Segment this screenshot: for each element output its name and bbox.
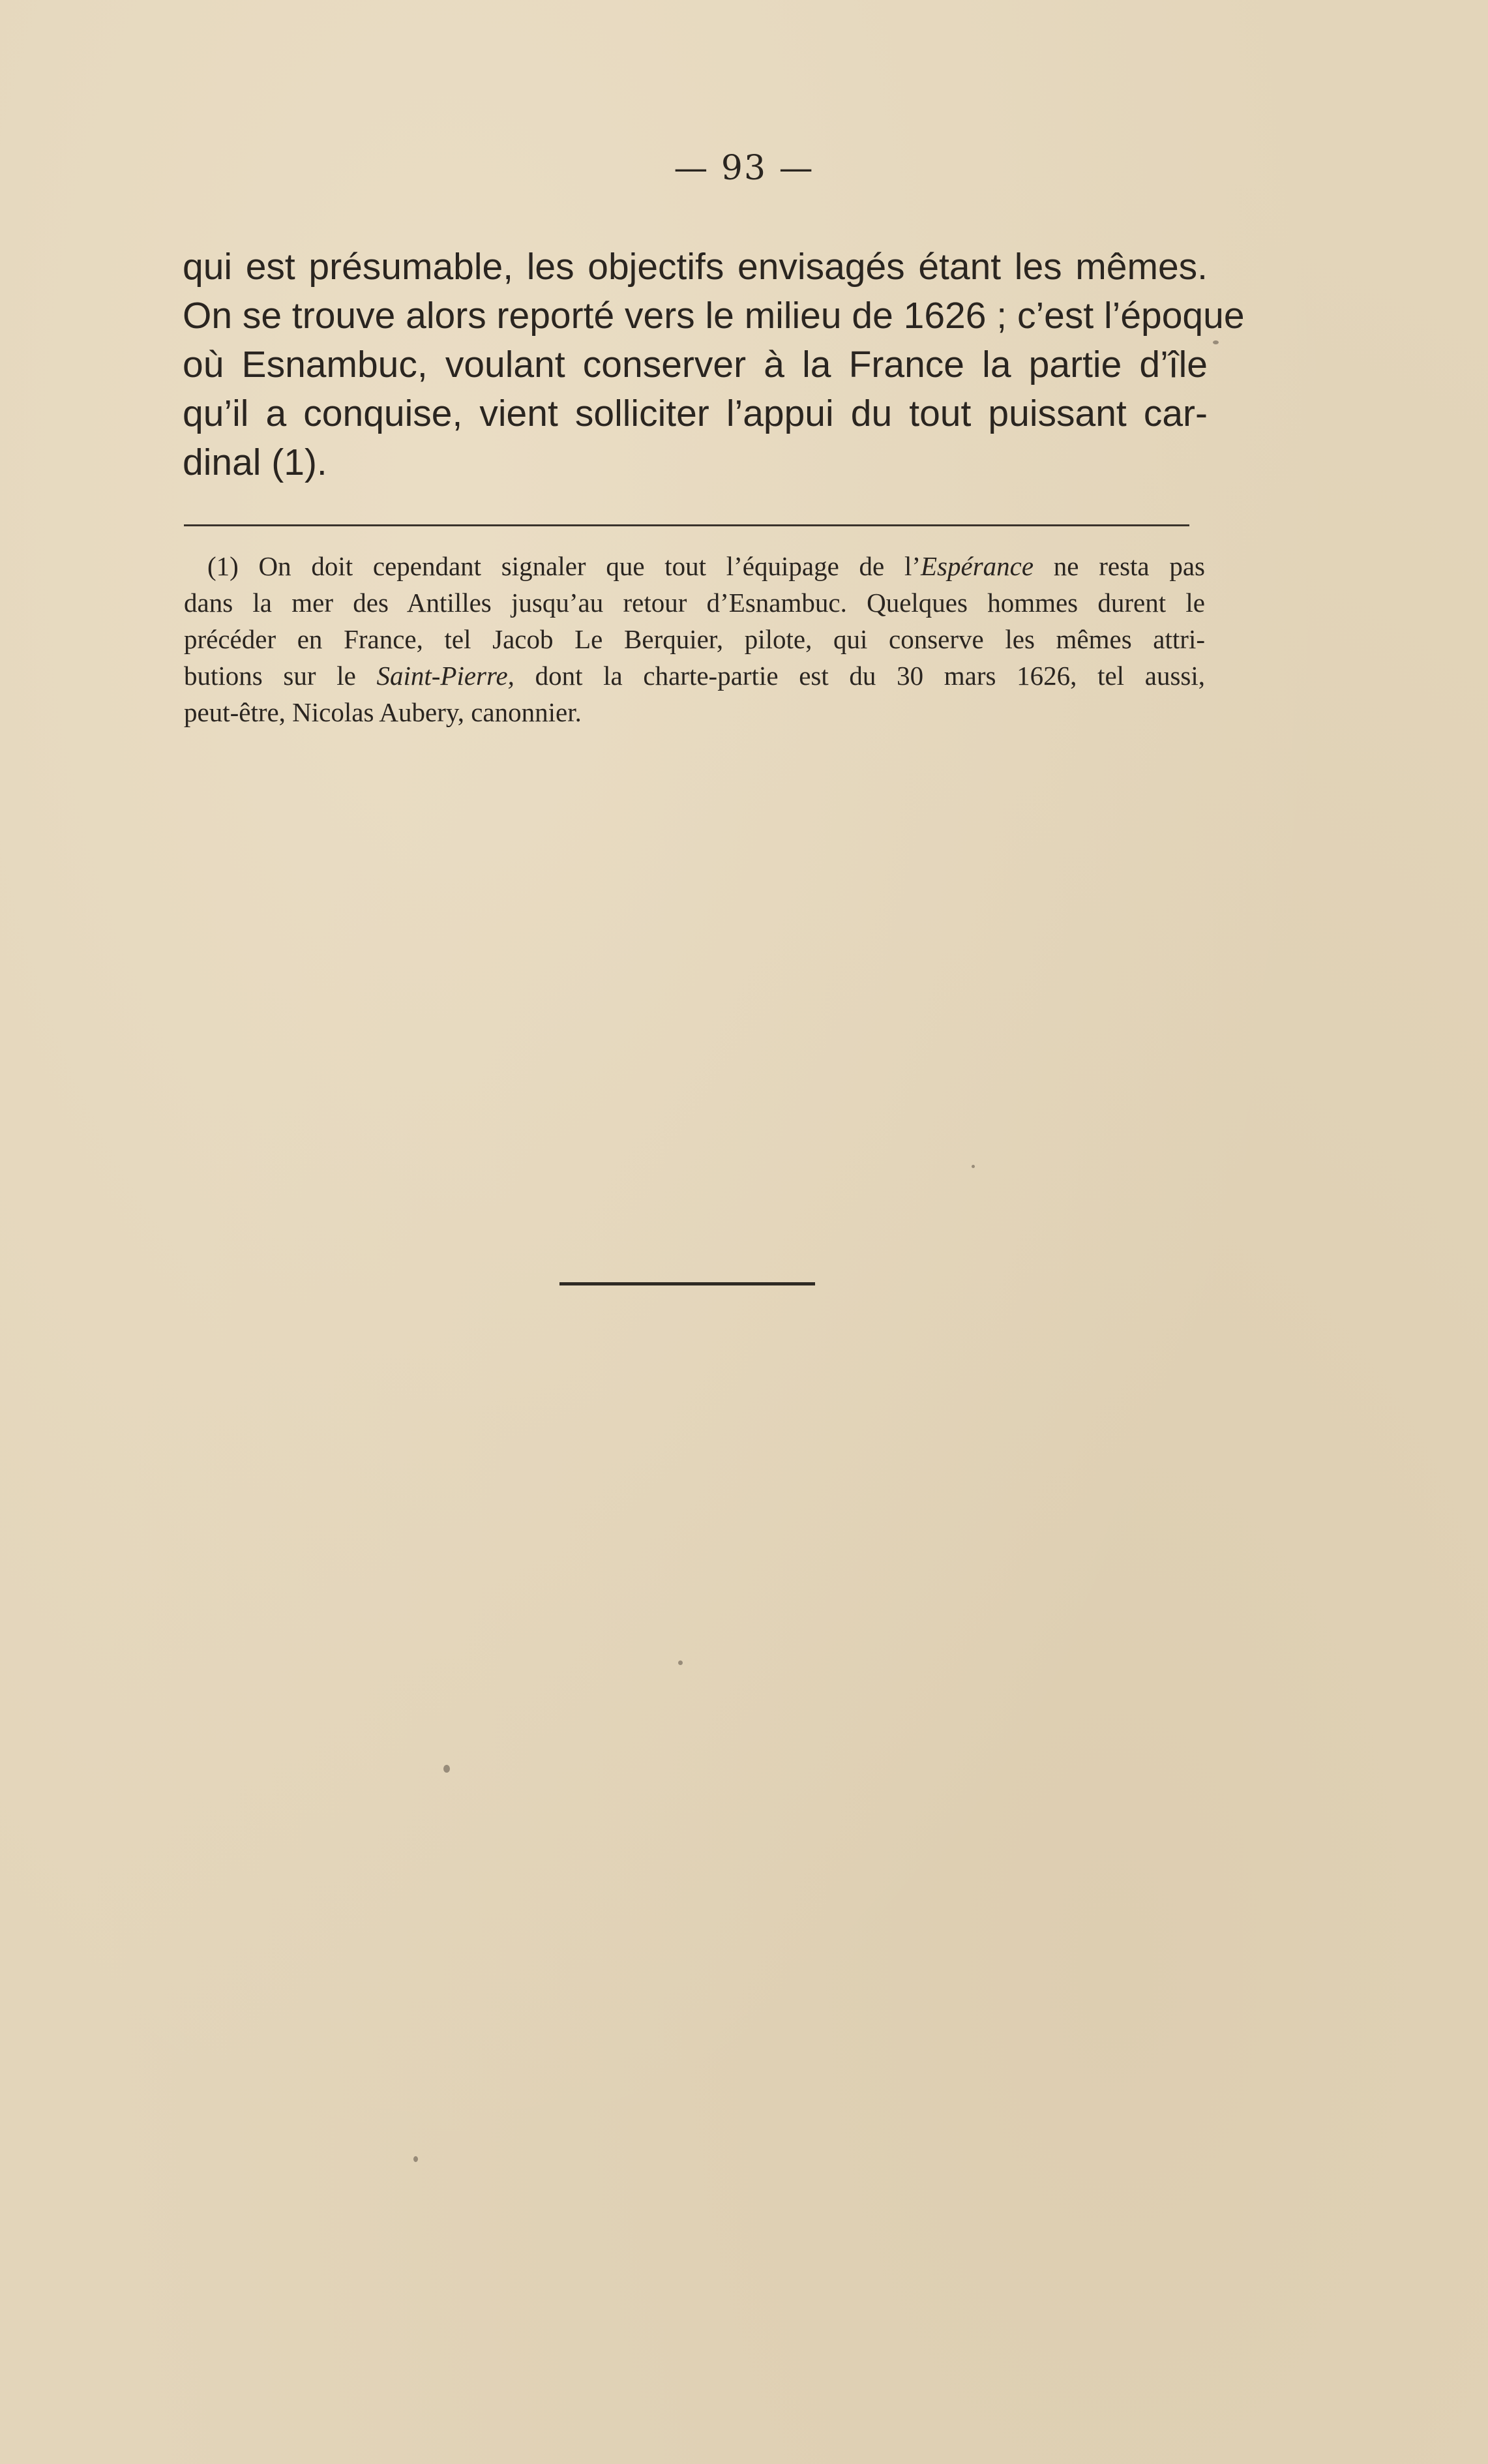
paper-speck xyxy=(972,1165,975,1168)
ship-name: Espérance xyxy=(921,551,1034,581)
paper-speck xyxy=(413,2156,418,2162)
footnote-line xyxy=(184,657,1205,694)
footnote-text: (1) On doit cependant signaler que tout l’équipage de l’ xyxy=(207,551,921,581)
footnote-line xyxy=(184,548,1205,584)
ship-name: Saint-Pierre, xyxy=(376,661,514,691)
footnote-text: dont la charte-partie est du 30 mars 1626, tel aussi, xyxy=(514,661,1206,691)
body-line: On se trouve alors reporté vers le milieu de 1626 ; c’est l’époque xyxy=(183,295,1245,337)
end-of-text-rule xyxy=(559,1282,815,1285)
footnote-line: précéder en France, tel Jacob Le Berquier, pilote, qui conserve les mêmes attri- xyxy=(184,624,1205,654)
footnote-separator xyxy=(184,524,1189,526)
footnote-text: butions sur le xyxy=(184,661,377,691)
footnote xyxy=(184,548,1205,730)
paper-speck xyxy=(443,1765,450,1773)
body-line: où Esnambuc, voulant conserver à la France la partie d’île xyxy=(183,344,1208,385)
body-line: qu’il a conquise, vient solliciter l’appui du tout puissant car- xyxy=(183,393,1208,434)
footnote-line: dans la mer des Antilles jusqu’au retour d’Esnambuc. Quelques hommes durent le xyxy=(184,588,1205,618)
footnote-text: ne resta pas xyxy=(1034,551,1206,581)
body-line: dinal (1). xyxy=(183,442,327,483)
footnote-line: peut-être, Nicolas Aubery, canonnier. xyxy=(184,697,582,727)
paper-speck xyxy=(678,1660,683,1665)
paper-speck xyxy=(1213,340,1219,344)
body-line: qui est présumable, les objectifs envisagés étant les mêmes. xyxy=(183,246,1208,288)
main-paragraph xyxy=(183,243,1245,487)
page-number: — 93 — xyxy=(674,149,814,188)
